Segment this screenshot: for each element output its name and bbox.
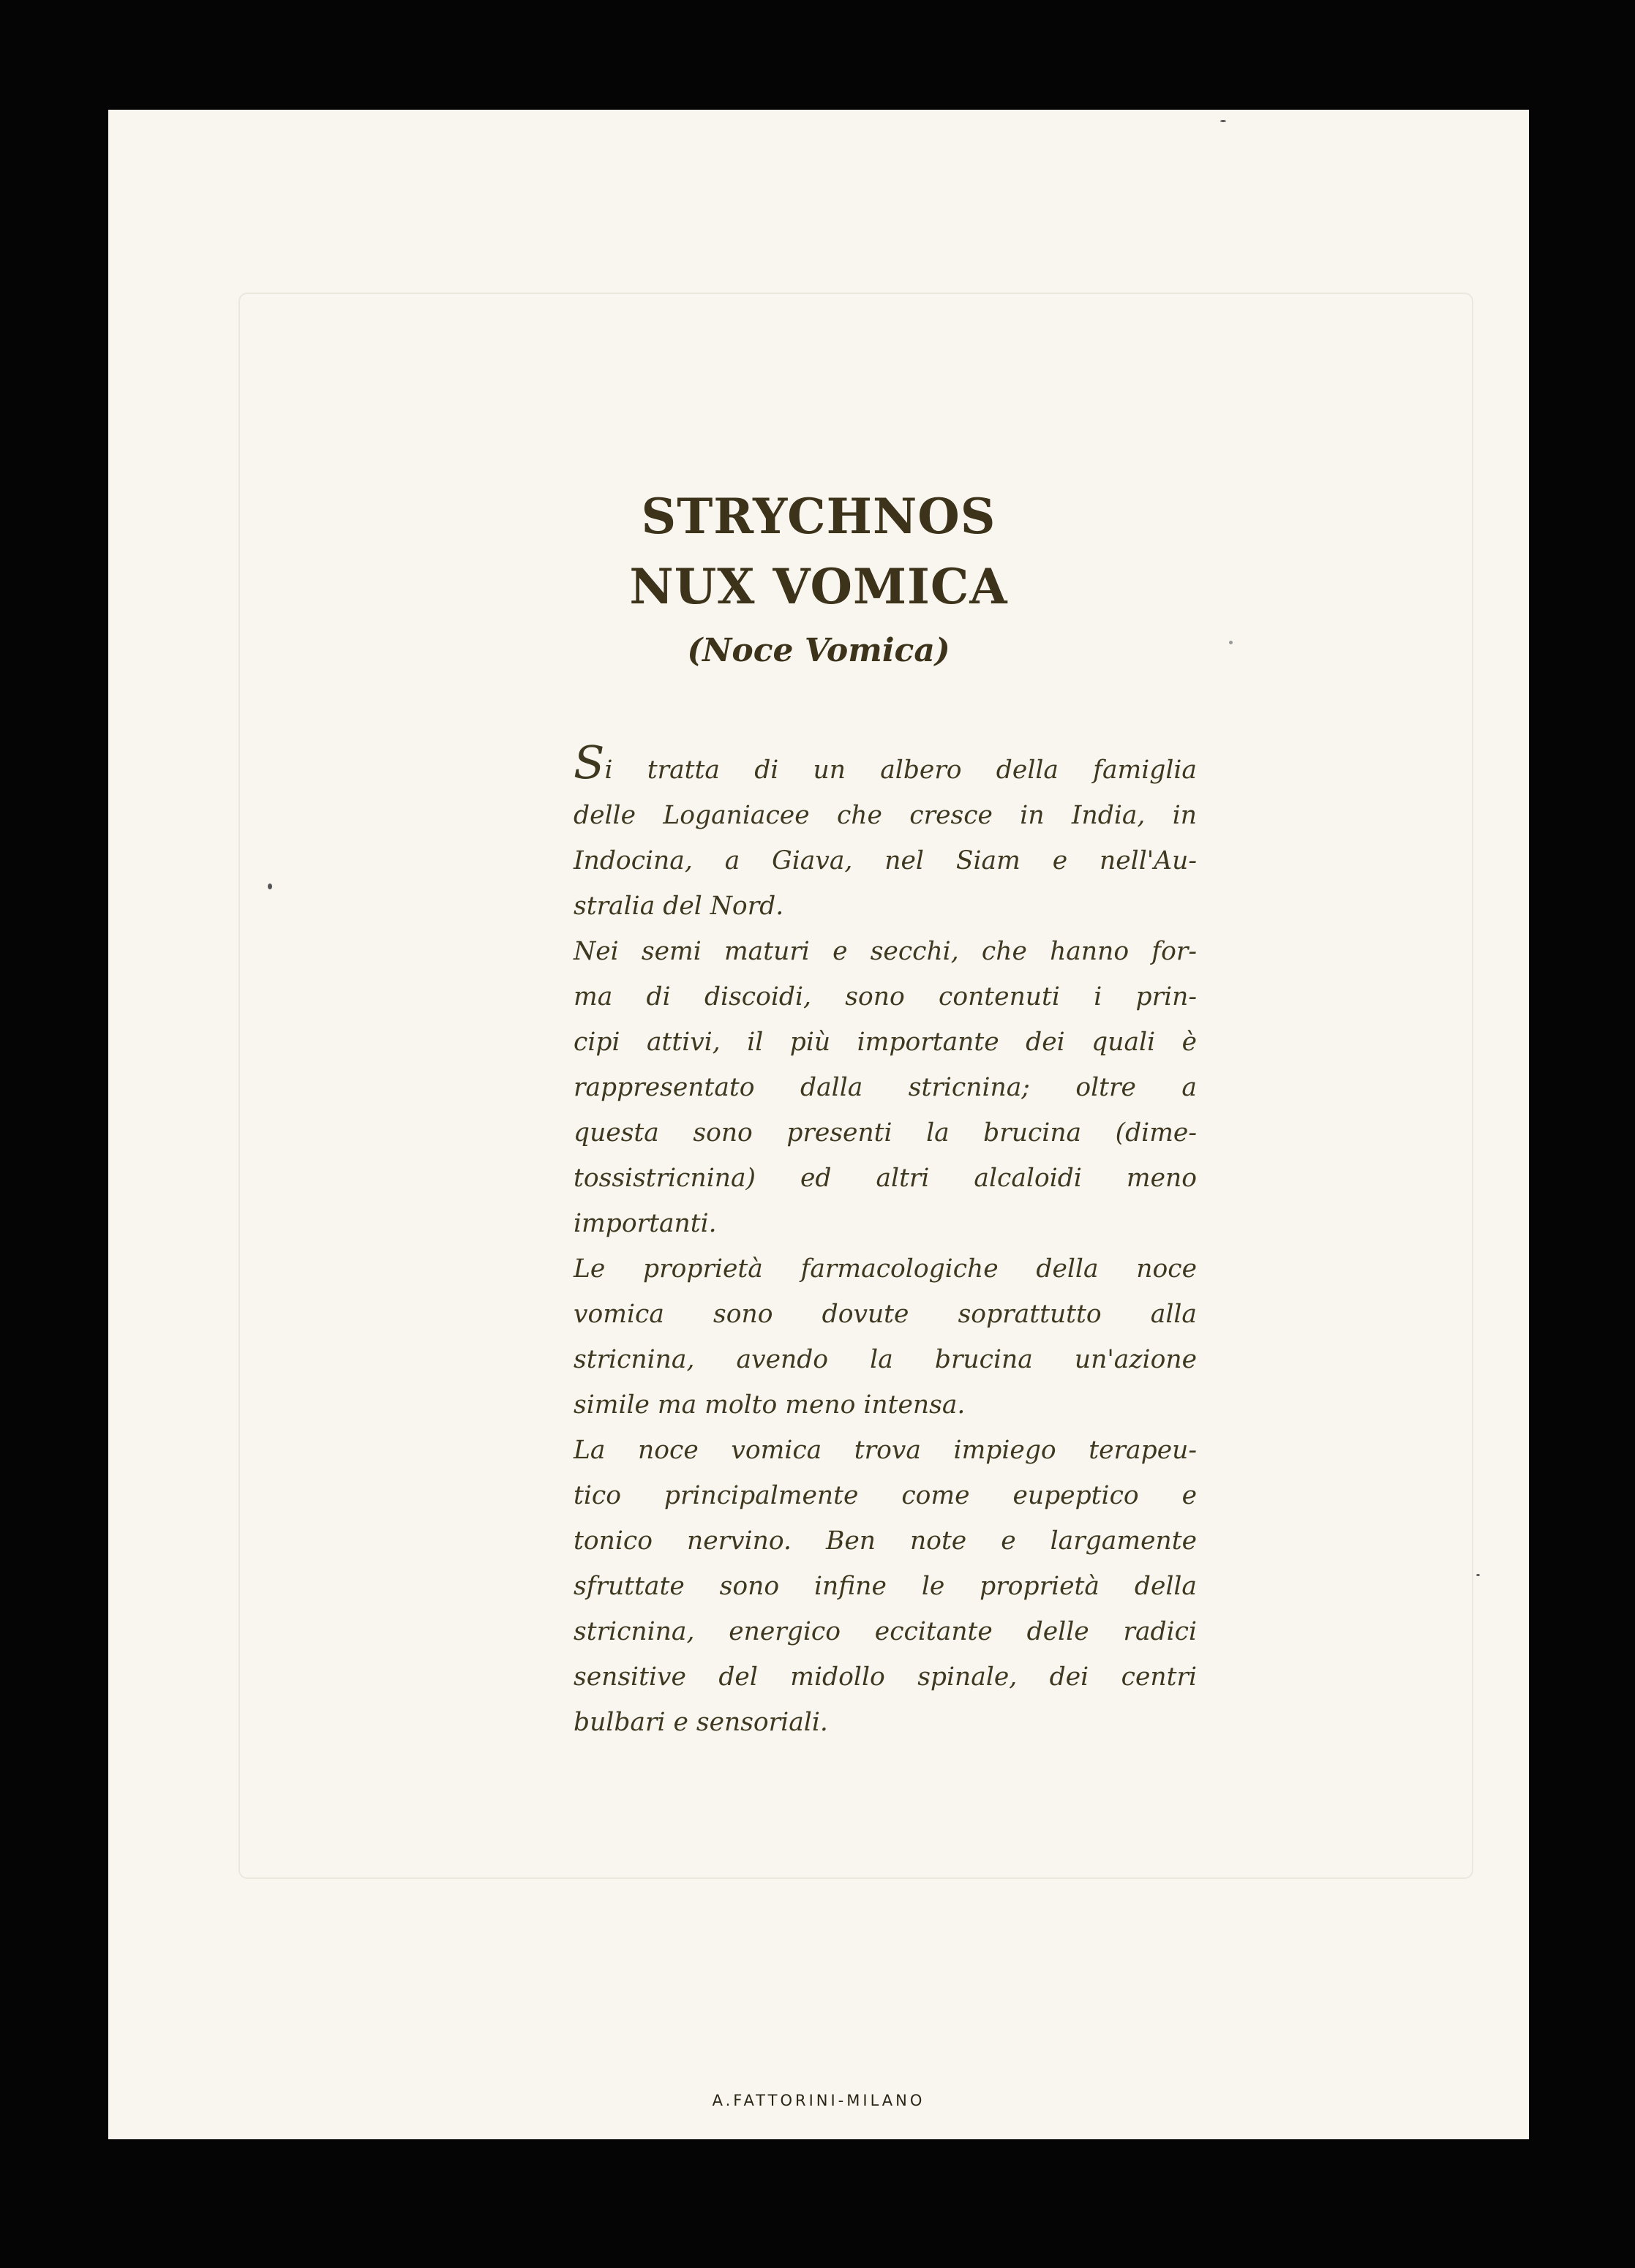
text-line: stralia del Nord.: [574, 892, 784, 921]
text-line: questa sono presenti la brucina (dime-: [574, 1118, 1197, 1148]
text-line: sensitive del midollo spinale, dei centri: [574, 1662, 1197, 1692]
paper-speck: [1229, 641, 1233, 644]
subtitle: (Noce Vomica): [687, 632, 950, 669]
text-line: cipi attivi, il più importante dei quali è: [574, 1028, 1197, 1057]
text-line: stricnina, avendo la brucina un'azione: [574, 1345, 1197, 1374]
text-line: La noce vomica trova impiego terapeu-: [574, 1436, 1197, 1465]
title-block: [108, 481, 1529, 680]
drop-cap-letter: S: [574, 736, 605, 789]
text-line: stricnina, energico eccitante delle radici: [574, 1617, 1197, 1646]
text-line: tossistricnina) ed altri alcaloidi meno: [574, 1164, 1197, 1193]
paper-speck: [268, 884, 272, 889]
text-line: simile ma molto meno intensa.: [574, 1390, 966, 1420]
text-line: delle Loganiacee che cresce in India, in: [574, 801, 1197, 830]
text-line: importanti.: [574, 1209, 717, 1238]
printed-card: [108, 110, 1529, 2139]
text-line: Indocina, a Giava, nel Siam e nell'Au-: [574, 846, 1197, 875]
text-line: bulbari e sensoriali.: [574, 1708, 828, 1737]
text-line: ma di discoidi, sono contenuti i prin-: [574, 982, 1197, 1011]
title-line-1: STRYCHNOS: [641, 488, 996, 545]
paper-speck: [1220, 120, 1226, 122]
text-line: tico principalmente come eupeptico e: [574, 1481, 1197, 1510]
text-line: tonico nervino. Ben note e largamente: [574, 1526, 1197, 1556]
text-line: Nei semi maturi e secchi, che hanno for-: [574, 937, 1197, 966]
text-line: sfruttate sono infine le proprietà della: [574, 1572, 1197, 1601]
printer-imprint: A.FATTORINI-MILANO: [712, 2092, 925, 2109]
description-text: [574, 736, 1197, 1745]
text-line: Si tratta di un albero della famiglia: [574, 736, 1197, 789]
text-line: rappresentato dalla stricnina; oltre a: [574, 1073, 1197, 1102]
text-line: Le proprietà farmacologiche della noce: [574, 1254, 1197, 1284]
title-line-2: NUX VOMICA: [629, 558, 1008, 615]
paper-speck: [1476, 1574, 1480, 1576]
text-line: vomica sono dovute soprattutto alla: [574, 1300, 1197, 1329]
